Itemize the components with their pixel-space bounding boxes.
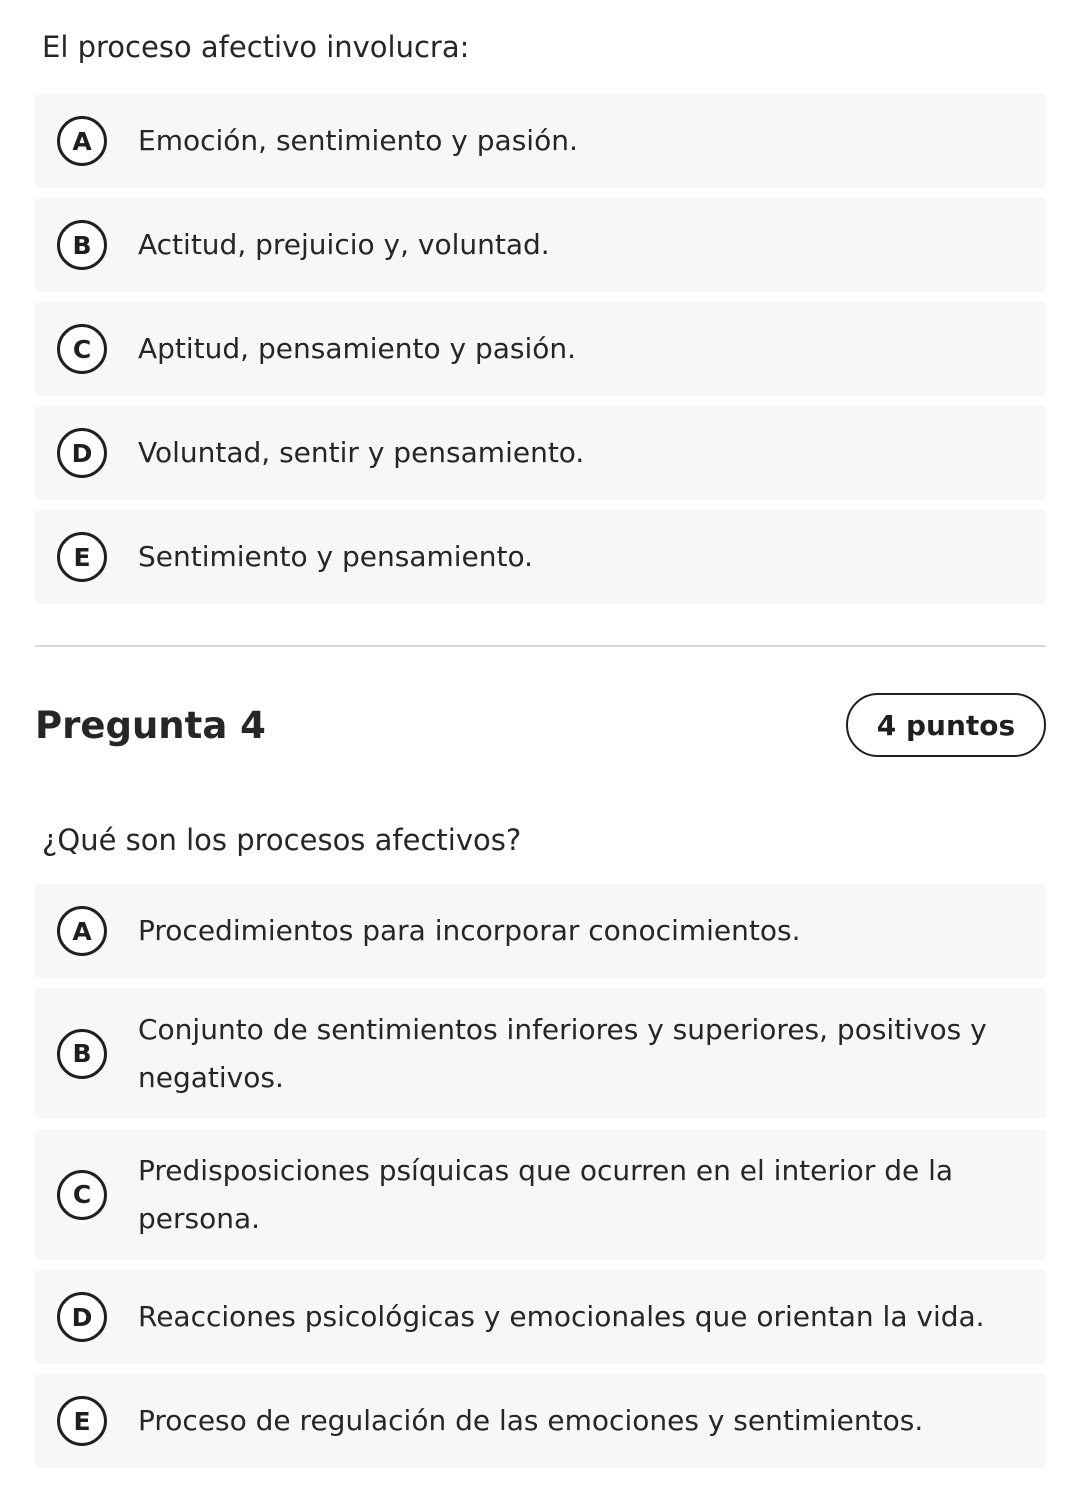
- option-letter-badge: C: [57, 1170, 107, 1220]
- q3-option-e[interactable]: [35, 510, 1046, 604]
- question-4-prompt: ¿Qué son los procesos afectivos?: [42, 823, 522, 857]
- question-3-options: [35, 94, 1046, 604]
- q3-option-b[interactable]: [35, 198, 1046, 292]
- section-divider: [35, 645, 1046, 647]
- option-text: Sentimiento y pensamiento.: [138, 540, 534, 573]
- option-text: Aptitud, pensamiento y pasión.: [138, 332, 577, 365]
- question-title: Pregunta 4: [35, 703, 266, 747]
- option-text: Emoción, sentimiento y pasión.: [138, 124, 578, 157]
- quiz-page: [35, 0, 1046, 1478]
- option-letter-badge: A: [57, 906, 107, 956]
- option-text: Predisposiciones psíquicas que ocurren en el interior de la persona.: [138, 1153, 954, 1235]
- option-text: Proceso de regulación de las emociones y sentimientos.: [138, 1404, 924, 1437]
- question-4-header: [35, 692, 1046, 758]
- q4-option-d[interactable]: [35, 1270, 1046, 1364]
- option-text: Voluntad, sentir y pensamiento.: [138, 436, 585, 469]
- option-letter-badge: E: [57, 532, 107, 582]
- q3-option-d[interactable]: [35, 406, 1046, 500]
- option-letter-badge: D: [57, 428, 107, 478]
- option-text: Actitud, prejuicio y, voluntad.: [138, 228, 550, 261]
- option-letter-badge: E: [57, 1396, 107, 1446]
- option-letter-badge: B: [57, 1029, 107, 1079]
- question-3-prompt: El proceso afectivo involucra:: [42, 30, 470, 64]
- option-text: Reacciones psicológicas y emocionales que orientan la vida.: [138, 1300, 985, 1333]
- option-letter-badge: B: [57, 220, 107, 270]
- q4-option-b[interactable]: [35, 988, 1046, 1119]
- option-letter-badge: A: [57, 116, 107, 166]
- option-text: Procedimientos para incorporar conocimientos.: [138, 914, 801, 947]
- points-badge: 4 puntos: [846, 693, 1046, 757]
- option-letter-badge: C: [57, 324, 107, 374]
- option-letter-badge: D: [57, 1292, 107, 1342]
- q4-option-c[interactable]: [35, 1129, 1046, 1260]
- q4-option-a[interactable]: [35, 884, 1046, 978]
- question-4-options: [35, 884, 1046, 1468]
- q3-option-a[interactable]: [35, 94, 1046, 188]
- q3-option-c[interactable]: [35, 302, 1046, 396]
- q4-option-e[interactable]: [35, 1374, 1046, 1468]
- option-text: Conjunto de sentimientos inferiores y superiores, positivos y negativos.: [138, 1012, 987, 1094]
